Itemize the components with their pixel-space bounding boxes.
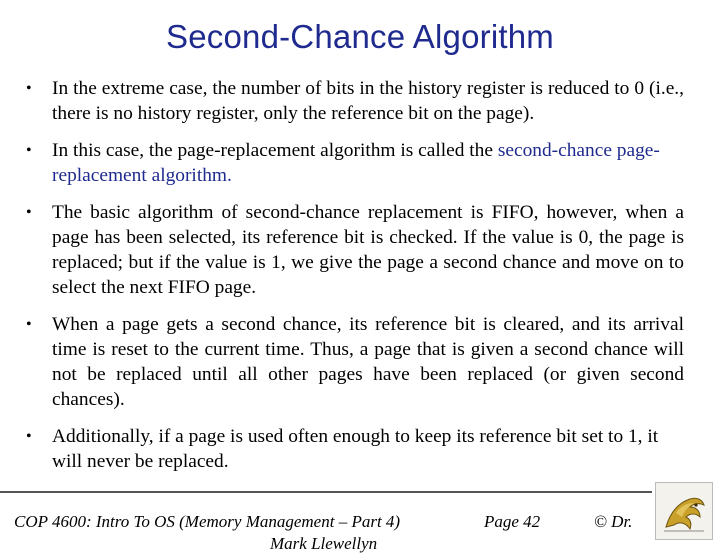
bullet-text: In this case, the page-replacement algorithm is called the	[52, 140, 498, 161]
bullet-icon: •	[26, 204, 32, 221]
bullet-highlight: second-chance page-replacement algorithm.	[52, 140, 660, 186]
footer	[0, 491, 652, 553]
footer-author: Mark Llewellyn	[270, 534, 378, 553]
footer-course: COP 4600: Intro To OS (Memory Management – Part 4)	[14, 512, 401, 531]
bullet-item	[26, 138, 684, 188]
footer-page-number: Page 42	[484, 512, 541, 531]
bullet-icon: •	[26, 80, 32, 97]
bullet-list	[26, 76, 684, 486]
bullet-item	[26, 200, 684, 300]
bullet-icon: •	[26, 316, 32, 333]
slide-title: Second-Chance Algorithm	[166, 18, 554, 55]
bullet-item	[26, 312, 684, 412]
bullet-item	[26, 76, 684, 126]
bullet-text: Additionally, if a page is used often enough to keep its reference bit set to 1, it will never be replaced.	[52, 426, 659, 472]
pegasus-icon	[656, 483, 712, 539]
bullet-text: When a page gets a second chance, its reference bit is cleared, and its arrival time is reset to the current time. Thus, a page that is given a second chance will not be replaced until all other pages have been replaced (or given second chances).	[52, 314, 684, 410]
bullet-item	[26, 424, 684, 474]
bullet-icon: •	[26, 142, 32, 159]
bullet-text: The basic algorithm of second-chance replacement is FIFO, however, when a page has been selected, its reference bit is checked. If the value is 0, the page is replaced; but if the value is 1, we give the page a second chance and move on to select the next FIFO page.	[52, 202, 684, 298]
bullet-icon: •	[26, 428, 32, 445]
footer-copyright: © Dr.	[594, 512, 633, 531]
bullet-text: In the extreme case, the number of bits in the history register is reduced to 0 (i.e., there is no history register, only the reference bit on the page).	[52, 78, 684, 124]
ucf-pegasus-logo-icon	[655, 482, 713, 540]
